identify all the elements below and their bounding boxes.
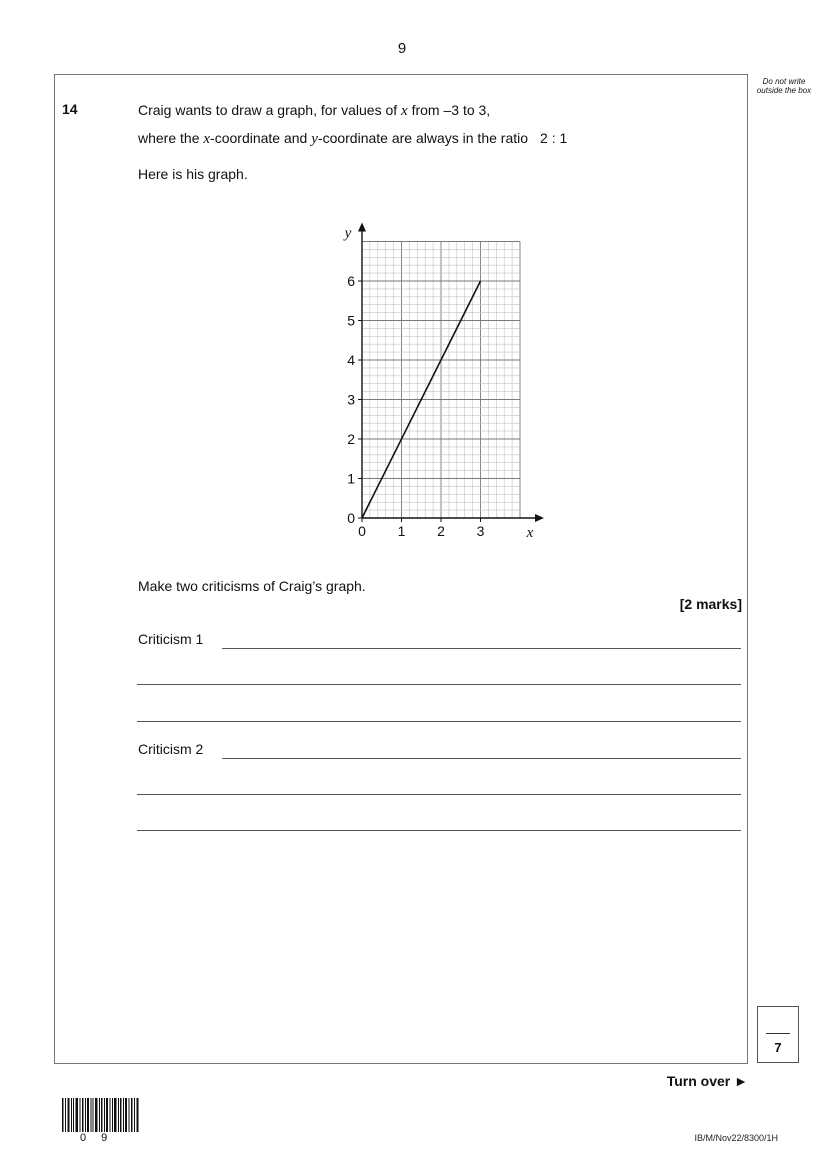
y-tick-label: 1 [347,470,355,487]
y-tick-label: 6 [347,273,355,289]
question-text-segment: from –3 to 3, [407,102,491,118]
turn-over-label: Turn over ► [666,1073,748,1089]
question-number: 14 [62,101,78,117]
question-text-segment: -coordinate and [210,130,312,146]
x-axis-arrow [535,514,544,522]
instruction-text: Make two criticisms of Craig’s graph. [138,578,366,594]
y-tick-label: 3 [347,391,355,408]
graph-grid [362,242,520,519]
x-tick-label: 3 [476,523,485,539]
margin-note: Do not write outside the box [756,77,812,95]
ratio-value: 2 : 1 [540,130,568,146]
criticism-1-label: Criticism 1 [138,631,204,647]
x-tick-label: 2 [437,523,445,539]
score-box [757,1006,799,1063]
criticism-2-label: Criticism 2 [138,741,204,757]
answer-line[interactable] [137,721,741,722]
answer-line[interactable] [137,684,741,685]
answer-line[interactable] [222,648,741,649]
question-text-line-1 [138,102,490,120]
x-tick-label: 1 [397,523,406,539]
variable-y: y [311,131,318,147]
y-tick-label: 0 [347,510,355,526]
line-graph [330,214,550,544]
y-axis-arrow [358,223,366,232]
y-tick-label: 5 [347,312,355,329]
y-tick-label: 2 [347,431,355,447]
barcode-digits: 0 9 [80,1132,114,1144]
answer-line[interactable] [222,758,741,759]
question-text-segment: where the [138,130,204,146]
marks-label: [2 marks] [679,596,742,612]
variable-x: x [401,103,408,119]
question-text-line-2 [138,130,567,148]
score-value: 7 [774,1040,782,1055]
barcode [62,1098,140,1132]
intro-text: Here is his graph. [138,166,248,182]
score-line [766,1033,790,1034]
y-tick-label: 4 [347,352,355,368]
variable-x: x [203,131,211,147]
x-tick-label: 0 [358,523,366,539]
question-text-segment: -coordinate are always in the ratio [317,130,529,146]
x-axis-label: x [526,525,534,541]
answer-line[interactable] [137,830,741,831]
footer-code: IB/M/Nov22/8300/1H [694,1133,778,1143]
question-text-segment: Craig wants to draw a graph, for values of [138,102,402,118]
y-axis-label: y [344,225,352,242]
page-number: 9 [397,40,407,57]
answer-line[interactable] [137,794,741,795]
